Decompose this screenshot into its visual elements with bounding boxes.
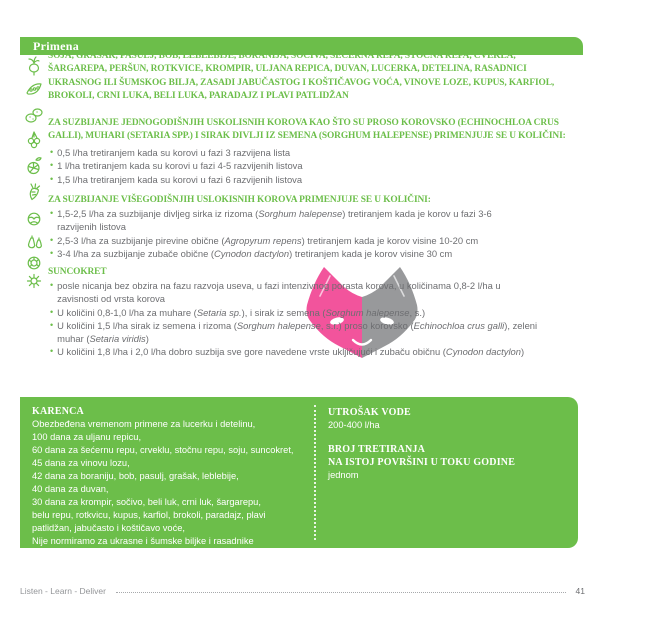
usage-column [316,397,515,548]
list-item: • 2,5-3 l/ha za suzbijanje pirevine obične (Agropyrum repens) tretiranjem kada je korov visine 10-20 cm [50,234,479,246]
page-footer [20,586,585,596]
bullet-dot: • [50,208,54,218]
treatments-title-line: BROJ TRETIRANJA [328,444,425,455]
peapod-icon [24,80,44,100]
list-item: • U količini 1,8 l/ha i 2,0 l/ha dobro suzbija sve gore navedene vrste ukljičujući i zubaču običnu (Cynodon dactylon) [50,346,525,358]
list-item: • U količini 0,8-1,0 l/ha za muhare (Setaria sp.), i sirak iz semena (Sorghum halepense, s.) [50,306,426,318]
crop-list [48,50,554,103]
treatments-value: jednom [328,470,359,480]
radish-icon [24,56,44,76]
list-item: • 1 l/ha tretiranjem kada su korovi u fazi 4-5 razvijenih listova [50,160,303,172]
pears-icon [24,233,44,253]
info-box [20,397,578,548]
berries-icon [24,130,44,150]
bullet-dot: • [50,280,54,290]
bullet-dot: • [50,160,54,171]
list-item: • 1,5-2,5 l/ha za suzbijanje divljeg sirka iz rizoma (Sorghum halepense) tretiranjem kada je korov u fazi 3-6 razvijenih listova [50,208,492,233]
list-item: • posle nicanja bez obzira na fazu razvoja useva, u fazi intenzivnog porasta korova, u količinama 0,8-2 l/ha u zavisnosti od vrsta korova [50,280,501,305]
list-item: • 0,5 l/ha tretiranjem kada su korovi u fazi 3 razvijena lista [50,147,291,158]
footer-dotted-line [116,586,566,593]
list-item: • 1,5 l/ha tretiranjem kada su korovi u fazi 6 razvijenih listova [50,173,303,185]
bullet-dot: • [50,234,54,245]
crop-list-line: UKRASNOG ILI ŠUMSKOG BILJA, ZASADI JABUČASTOG I KOŠTIČAVOG VOĆA, VINOVE LOZE, KUPUS, KARFIOL, [48,77,555,88]
list-item: • U količini 1,5 l/ha sirak iz semena i rizoma (Sorghum halepense, s.r.) proso korovsko (Echinochloa crus galli), zeleni muhar (Setaria viridis) [50,319,538,345]
sunflower-icon [24,271,44,291]
crop-list-line: SOJA, GRAŠAK, PASULJ, BOB, LEBLEBIJE, BORANIJA, SOČIVA, ŠEĆERNA REPA, STOČNA REPA, CVEKLA, [48,51,516,61]
carrot-icon [24,182,44,202]
potatoes-icon [24,105,44,125]
bullet-dot: • [50,147,54,157]
list-item: • 3-4 l/ha za suzbijanje zubače obične (Cynodon dactylon) tretiranjem kada je korov visine 30 cm [50,247,453,259]
perennial-weeds-heading: ZA SUZBIJANJE VIŠEGODIŠNJIH USLOKISNIH KOROVA PRIMENJUJE SE U KOLIČINI: [48,195,431,205]
cabbage-icon [24,208,44,228]
sunflower-bullets [50,279,537,359]
water-usage-value: 200-400 l/ha [328,420,380,430]
karenca-title: KARENCA [32,406,84,417]
annual-weeds-bullets [50,146,303,186]
citrus-slice-icon [24,156,44,176]
tomato-slice-icon [24,252,44,272]
bullet-dot: • [50,306,54,317]
bullet-dot: • [50,173,54,184]
bullet-dot: • [50,319,54,330]
page-title: Primena [33,39,80,53]
bullet-dot: • [50,247,54,258]
annual-weeds-heading: ZA SUZBIJANJE JEDNOGODIŠNJIH USKOLISNIH KOROVA KAO ŠTO SU PROSO KOROVSKO (ECHINOCHLOA CRUS GALLI), MUHARI (SETARIA SPP.) I SIRAK DIVLJI IZ SEMENA (SORGHUM HALEPENSE) PRIMENJUJE SE U KOLIČINI: [48,118,566,142]
treatments-title-line: NA ISTOJ POVRŠINI U TOKU GODINE [328,457,516,468]
crop-list-line: ŠARGAREPA, PERŠUN, ROTKVICE, KROMPIR, ULJANA REPICA, DUVAN, LUCERKA, DETELINA, RASADNICI [48,64,527,75]
sunflower-heading: SUNCOKRET [48,267,107,277]
perennial-weeds-bullets [50,207,492,260]
footer-tagline: Listen - Learn - Deliver [20,586,106,596]
bullet-dot: • [50,346,54,357]
karenca-column: KARENCA Obezbeđena vremenom primene za lucerku i detelinu, 100 dana za uljanu repicu, 60 dana za šećernu repu, crveklu, stočnu repu, soju, suncokret, 45 dana za vinovu lozu, 42 dana za boraniju, bob, pasulj, grašak, leblebije, 40 dana za duvan, 30 dana za krompir, sočivo, beli luk, crni luk, šargarepu, belu repu, rotkvicu, kupus, karfiol, brokoli, paradajz, plavi patlidžan, jabučasto i koštičavo voće, Nije normiramo za ukrasne i šumske biljke i rasadnike [20,397,304,548]
page-number: 41 [575,586,585,596]
water-usage-title: UTROŠAK VODE [328,407,411,418]
crop-list-line: BROKOLI, CRNI LUKA, BELI LUKA, PARADAJZ I PLAVI PATLIDŽAN [48,90,349,101]
